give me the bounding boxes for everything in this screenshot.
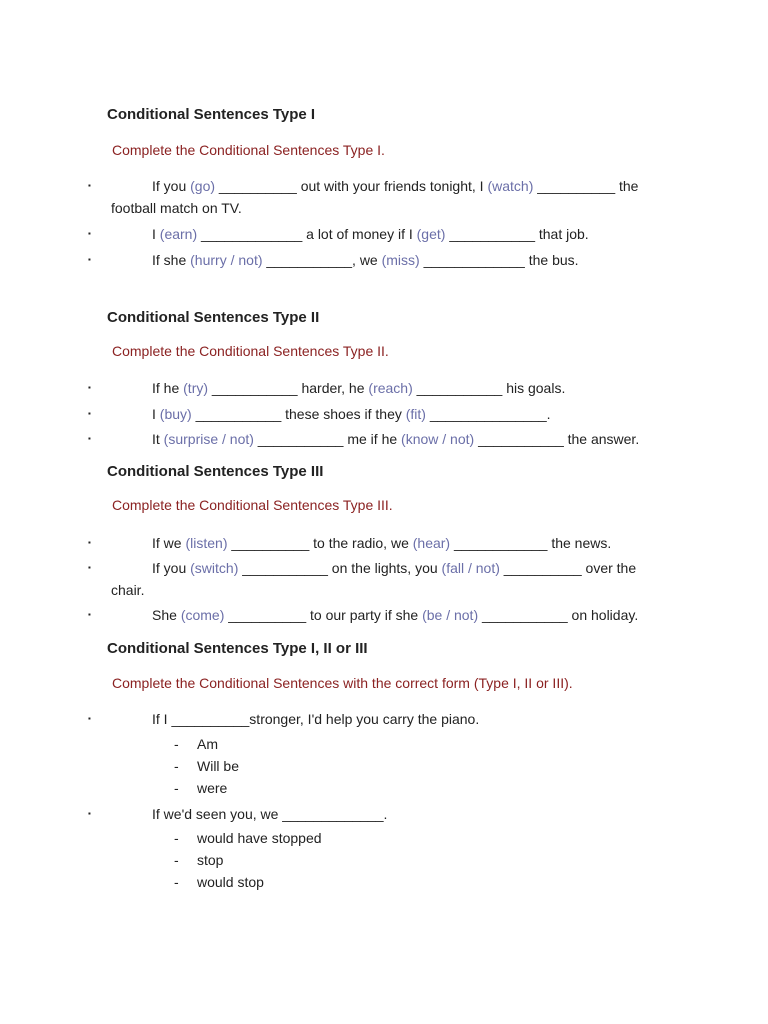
verb-hint: (listen) — [185, 535, 228, 551]
verb-hint: (get) — [416, 226, 446, 242]
exercise-line — [152, 428, 639, 450]
bullet-icon: ▪ — [88, 181, 91, 190]
verb-hint: (buy) — [159, 406, 192, 422]
section-heading: Conditional Sentences Type III — [107, 463, 324, 480]
verb-hint: (earn) — [159, 226, 198, 242]
verb-hint: (be / not) — [422, 607, 479, 623]
bullet-icon: ▪ — [88, 563, 91, 572]
exercise-line — [152, 708, 479, 730]
answer-option: Am — [197, 736, 218, 752]
sentence-text: ___________, we — [262, 252, 382, 268]
sentence-text: If he — [152, 380, 184, 396]
sentence-text: ___________ the answer. — [474, 431, 640, 447]
bullet-icon: ▪ — [88, 809, 91, 818]
answer-option: would have stopped — [197, 830, 322, 846]
verb-hint: (surprise / not) — [163, 431, 254, 447]
option-dash: - — [174, 852, 179, 868]
sentence-text: __________ over the — [499, 560, 637, 576]
answer-option: were — [197, 780, 228, 796]
sentence-text: If I __________stronger, I'd help you carry the piano. — [152, 711, 480, 727]
verb-hint: (try) — [183, 380, 209, 396]
verb-hint: (miss) — [381, 252, 420, 268]
option-dash: - — [174, 736, 179, 752]
verb-hint: (reach) — [368, 380, 413, 396]
option-dash: - — [174, 830, 179, 846]
verb-hint: (know / not) — [401, 431, 475, 447]
sentence-text: If we'd seen you, we _____________. — [152, 806, 388, 822]
verb-hint: (hurry / not) — [190, 252, 263, 268]
bullet-icon: ▪ — [88, 434, 91, 443]
bullet-icon: ▪ — [88, 383, 91, 392]
section-instruction: Complete the Conditional Sentences Type II. — [112, 343, 389, 359]
bullet-icon: ▪ — [88, 409, 91, 418]
sentence-text: __________ to our party if she — [224, 607, 423, 623]
exercise-line — [152, 175, 638, 197]
sentence-text: If she — [152, 252, 191, 268]
sentence-text: ___________ these shoes if they — [191, 406, 406, 422]
sentence-text: ___________ on holiday. — [478, 607, 639, 623]
sentence-text: I — [152, 226, 160, 242]
bullet-icon: ▪ — [88, 714, 91, 723]
bullet-icon: ▪ — [88, 255, 91, 264]
bullet-icon: ▪ — [88, 538, 91, 547]
exercise-line — [152, 403, 551, 425]
exercise-line — [152, 249, 579, 271]
option-dash: - — [174, 874, 179, 890]
sentence-text: If we — [152, 535, 186, 551]
section-heading: Conditional Sentences Type I — [107, 106, 316, 123]
exercise-line — [152, 532, 611, 554]
exercise-line — [152, 377, 565, 399]
verb-hint: (switch) — [190, 560, 239, 576]
exercise-line-continued: chair. — [111, 582, 145, 598]
sentence-text: ___________ that job. — [445, 226, 589, 242]
answer-option: stop — [197, 852, 224, 868]
section-instruction: Complete the Conditional Sentences with the correct form (Type I, II or III). — [112, 675, 573, 691]
verb-hint: (hear) — [412, 535, 451, 551]
section-instruction: Complete the Conditional Sentences Type I. — [112, 142, 385, 158]
sentence-text: I — [152, 406, 160, 422]
sentence-text: __________ out with your friends tonight, I — [215, 178, 488, 194]
verb-hint: (go) — [190, 178, 216, 194]
bullet-icon: ▪ — [88, 610, 91, 619]
exercise-line — [152, 223, 589, 245]
sentence-text: If you — [152, 560, 191, 576]
sentence-text: ___________ harder, he — [208, 380, 369, 396]
sentence-text: ___________ on the lights, you — [238, 560, 442, 576]
bullet-icon: ▪ — [88, 229, 91, 238]
verb-hint: (fit) — [405, 406, 426, 422]
answer-option: Will be — [197, 758, 240, 774]
verb-hint: (come) — [180, 607, 225, 623]
exercise-line — [152, 557, 636, 579]
verb-hint: (fall / not) — [441, 560, 500, 576]
sentence-text: It — [152, 431, 164, 447]
sentence-text: __________ the — [533, 178, 639, 194]
exercise-line — [152, 803, 387, 825]
option-dash: - — [174, 758, 179, 774]
verb-hint: (watch) — [487, 178, 534, 194]
section-heading: Conditional Sentences Type II — [107, 309, 320, 326]
section-instruction: Complete the Conditional Sentences Type III. — [112, 497, 393, 513]
sentence-text: _____________ a lot of money if I — [197, 226, 417, 242]
sentence-text: _____________ the bus. — [419, 252, 579, 268]
exercise-line-continued: football match on TV. — [111, 200, 242, 216]
answer-option: would stop — [197, 874, 264, 890]
sentence-text: __________ to the radio, we — [227, 535, 413, 551]
option-dash: - — [174, 780, 179, 796]
sentence-text: ____________ the news. — [450, 535, 612, 551]
sentence-text: ___________ me if he — [253, 431, 402, 447]
section-heading: Conditional Sentences Type I, II or III — [107, 640, 368, 657]
sentence-text: _______________. — [425, 406, 551, 422]
sentence-text: She — [152, 607, 181, 623]
sentence-text: ___________ his goals. — [412, 380, 566, 396]
exercise-line — [152, 604, 638, 626]
sentence-text: If you — [152, 178, 191, 194]
